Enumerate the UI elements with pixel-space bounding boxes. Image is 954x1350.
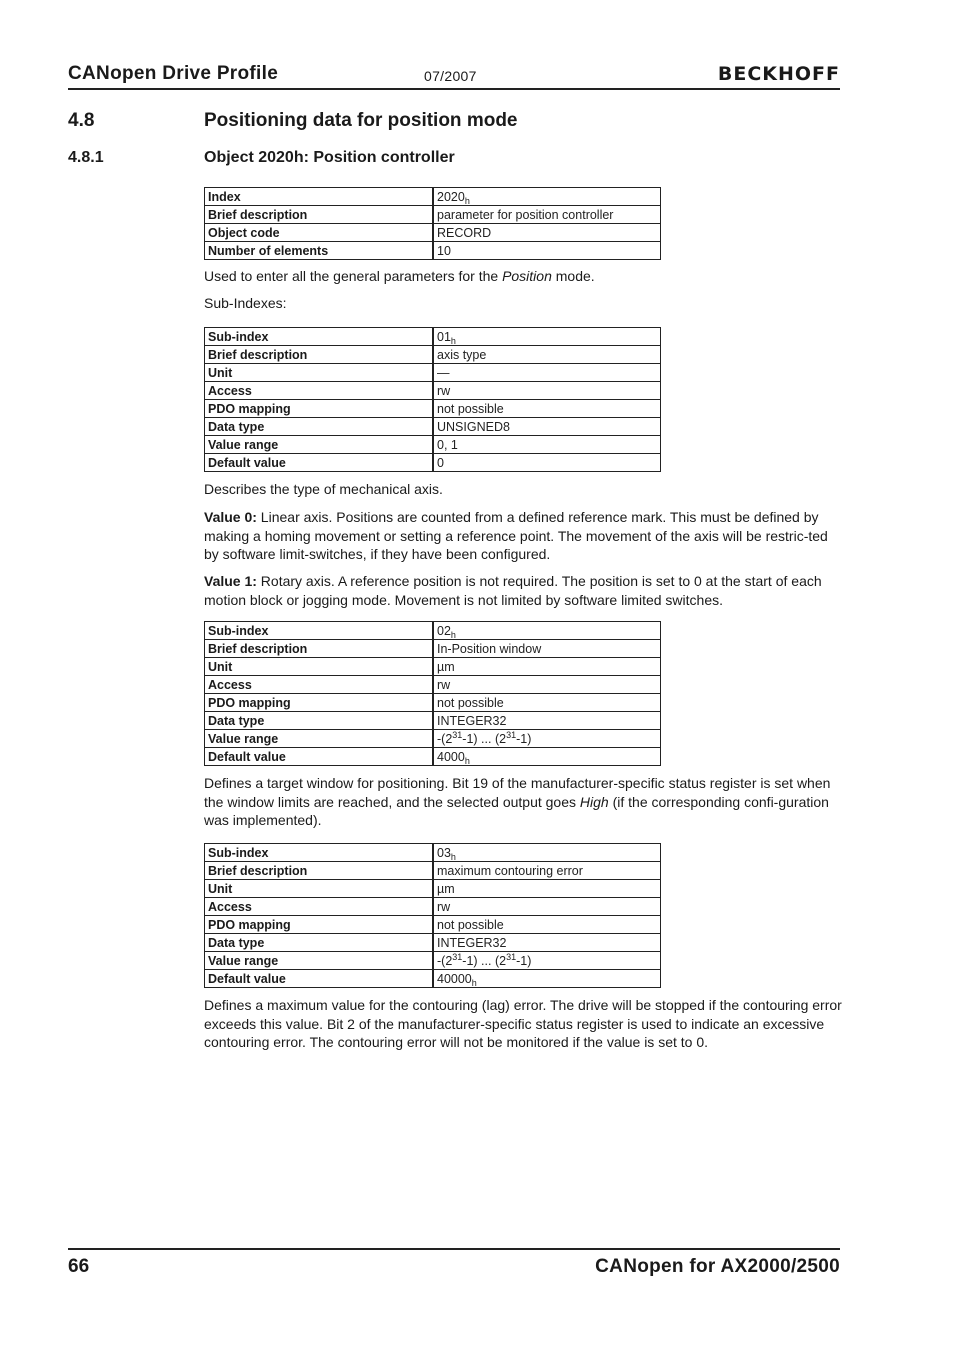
- table-row: [205, 188, 661, 206]
- row-key: Unit: [205, 658, 434, 676]
- row-key: Brief description: [205, 206, 434, 224]
- table-row: [205, 844, 661, 862]
- table-row: [205, 640, 661, 658]
- table-row: [205, 206, 661, 224]
- row-key: Value range: [205, 730, 434, 748]
- table-row: [205, 934, 661, 952]
- object-table: [204, 187, 661, 260]
- row-key: Access: [205, 382, 434, 400]
- table-row: [205, 346, 661, 364]
- row-key: Sub-index: [205, 328, 434, 346]
- row-value: $4000_h$: [433, 748, 661, 766]
- row-key: Value range: [205, 952, 434, 970]
- subsection-number: 4.8.1: [68, 149, 104, 166]
- row-key: Default value: [205, 748, 434, 766]
- table-row: [205, 328, 661, 346]
- table-row: [205, 622, 661, 640]
- subindex-02-description: Defines a target window for positioning. Bit 19 of the manufacturer-specific status register is set when the window limits are reached, and the selected output goes High (if the corresponding confi-guration was implemented).: [204, 775, 831, 828]
- row-key: Brief description: [205, 640, 434, 658]
- table-row: [205, 382, 661, 400]
- row-key: PDO mapping: [205, 400, 434, 418]
- footer-divider: [68, 1248, 840, 1250]
- document-date: 07/2007: [424, 68, 477, 84]
- row-key: Data type: [205, 418, 434, 436]
- subindex-01-description: Describes the type of mechanical axis.: [204, 481, 443, 497]
- value-0-paragraph: Value 0: Linear axis. Positions are counted from a defined reference mark. This must be defined by making a homing movement or setting a reference point. The movement of the axis will be restric-ted by software limit-switches, if they have been configured.: [204, 509, 828, 562]
- table-row: [205, 658, 661, 676]
- row-value: $02_h$: [433, 622, 661, 640]
- section-number: 4.8: [68, 110, 95, 131]
- row-key: PDO mapping: [205, 916, 434, 934]
- row-value: 10: [433, 242, 661, 260]
- row-value: $2020_h$: [433, 188, 661, 206]
- row-value: INTEGER32: [433, 712, 661, 730]
- table-row: [205, 364, 661, 382]
- row-key: Default value: [205, 970, 434, 988]
- row-key: Data type: [205, 934, 434, 952]
- subsection-title: Object 2020h: Position controller: [204, 149, 455, 166]
- table-row: [205, 242, 661, 260]
- intro-paragraph: Used to enter all the general parameters for the Position mode.: [204, 268, 595, 284]
- row-value: —: [433, 364, 661, 382]
- row-value: not possible: [433, 916, 661, 934]
- table-row: [205, 748, 661, 766]
- row-key: Brief description: [205, 346, 434, 364]
- subindex-03-description: Defines a maximum value for the contouring (lag) error. The drive will be stopped if the contouring error exceeds this value. Bit 2 of the manufacturer-specific status register is used to indicate an excessive contouring error. The contouring error will not be monitored if the value is set to 0.: [204, 997, 842, 1050]
- table-row: [205, 436, 661, 454]
- row-key: Index: [205, 188, 434, 206]
- table-row: [205, 418, 661, 436]
- subindex-03-table: [204, 843, 661, 988]
- row-value: µm: [433, 880, 661, 898]
- row-key: Brief description: [205, 862, 434, 880]
- row-key: Access: [205, 898, 434, 916]
- table-row: [205, 970, 661, 988]
- table-row: [205, 224, 661, 242]
- row-value: $-(2^{31}-1)$ ... $(2^{31}-1)$: [433, 730, 661, 748]
- row-value: µm: [433, 658, 661, 676]
- footer-title: CANopen for AX2000/2500: [595, 1256, 840, 1277]
- row-value: rw: [433, 676, 661, 694]
- table-row: [205, 862, 661, 880]
- row-value: 0, 1: [433, 436, 661, 454]
- section-title: Positioning data for position mode: [204, 110, 518, 131]
- value-1-paragraph: Value 1: Rotary axis. A reference position is not required. The position is set to 0 at the start of each motion block or jogging mode. Movement is not limited by software limited switches.: [204, 573, 822, 608]
- row-key: Access: [205, 676, 434, 694]
- subindex-02-table: [204, 621, 661, 766]
- row-value: not possible: [433, 400, 661, 418]
- row-value: 0: [433, 454, 661, 472]
- row-key: Default value: [205, 454, 434, 472]
- table-row: [205, 880, 661, 898]
- row-value: rw: [433, 382, 661, 400]
- row-value: In-Position window: [433, 640, 661, 658]
- row-value: $-(2^{31}-1)$ ... $(2^{31}-1)$: [433, 952, 661, 970]
- row-key: Sub-index: [205, 844, 434, 862]
- row-key: Unit: [205, 880, 434, 898]
- row-key: Data type: [205, 712, 434, 730]
- row-key: PDO mapping: [205, 694, 434, 712]
- table-row: [205, 400, 661, 418]
- table-row: [205, 454, 661, 472]
- brand-logo: BECKHOFF: [717, 63, 840, 85]
- row-value: $03_h$: [433, 844, 661, 862]
- page-number: 66: [68, 1256, 90, 1277]
- row-value: INTEGER32: [433, 934, 661, 952]
- row-value: not possible: [433, 694, 661, 712]
- row-value: RECORD: [433, 224, 661, 242]
- table-row: [205, 694, 661, 712]
- row-key: Value range: [205, 436, 434, 454]
- table-row: [205, 916, 661, 934]
- row-key: Object code: [205, 224, 434, 242]
- row-key: Number of elements: [205, 242, 434, 260]
- row-value: $40000_h$: [433, 970, 661, 988]
- row-value: axis type: [433, 346, 661, 364]
- row-value: rw: [433, 898, 661, 916]
- row-key: Unit: [205, 364, 434, 382]
- table-row: [205, 712, 661, 730]
- subindex-01-table: [204, 327, 661, 472]
- row-value: maximum contouring error: [433, 862, 661, 880]
- subindexes-label: Sub-Indexes:: [204, 295, 287, 311]
- row-key: Sub-index: [205, 622, 434, 640]
- row-value: $01_h$: [433, 328, 661, 346]
- table-row: [205, 898, 661, 916]
- row-value: UNSIGNED8: [433, 418, 661, 436]
- page-header: [68, 62, 840, 90]
- document-title: CANopen Drive Profile: [68, 63, 279, 84]
- row-value: parameter for position controller: [433, 206, 661, 224]
- table-row: [205, 730, 661, 748]
- table-row: [205, 952, 661, 970]
- table-row: [205, 676, 661, 694]
